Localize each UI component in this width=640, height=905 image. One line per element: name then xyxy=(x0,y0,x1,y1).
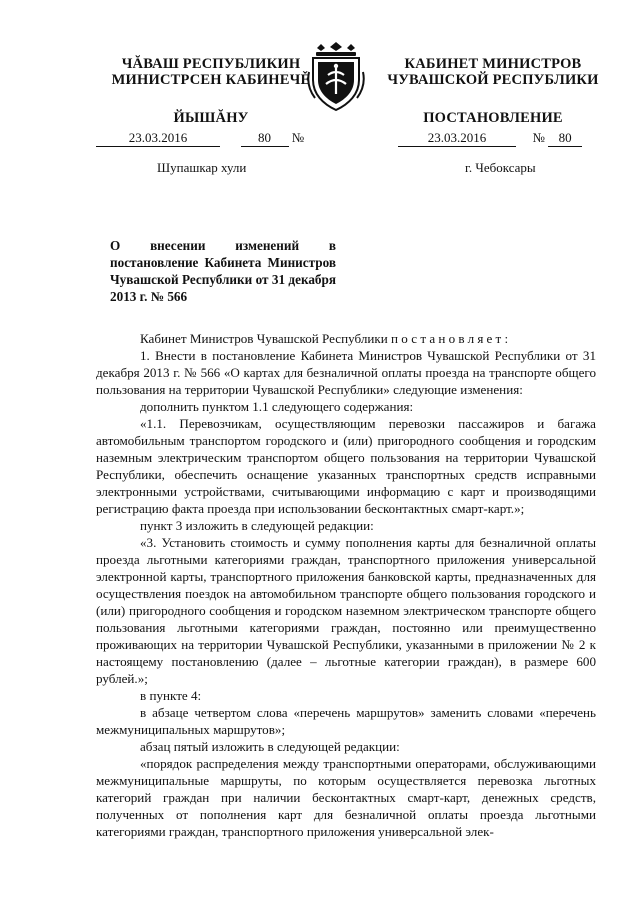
number-sign-left: № xyxy=(291,130,305,145)
header-right-doc-type: ПОСТАНОВЛЕНИЕ xyxy=(423,110,563,126)
place-chuvash: Шупашкар хули xyxy=(157,160,247,175)
doc-number-right: 80 xyxy=(548,130,582,147)
body-paragraph: пункт 3 изложить в следующей редакции: xyxy=(140,518,374,533)
header-left-line1: ЧĂВАШ РЕСПУБЛИКИН xyxy=(121,56,301,72)
body-paragraph: дополнить пунктом 1.1 следующего содержания: xyxy=(140,399,414,414)
intro-paragraph xyxy=(96,330,596,347)
intro-verb: постановляет: xyxy=(391,331,512,346)
body-paragraph: «3. Установить стоимость и сумму пополнения карты для безналичной оплаты проезда льготными категориями граждан, транспортного приложения универсальной электронной карты, транспортного приложения банковской карты, предназначенных для осуществления поездок на автомобильном транспорте общего пользования городского и (или) пригородного сообщения и городском наземном электрическом транспорте общего пользования льготными категориями граждан, постоянно или преимущественно проживающих на территории Чувашской Республики, указанными в приложении № 2 к настоящему постановлению (далее – льготные категории граждан), в размере 600 рублей.»; xyxy=(96,535,596,686)
header-left-doc-type: ЙЫШĂНУ xyxy=(173,110,249,126)
intro-lead: Кабинет Министров Чувашской Республики xyxy=(140,331,388,346)
header-left-chuvash xyxy=(96,56,326,126)
doc-number-left: 80 xyxy=(241,130,289,147)
body-paragraph: в абзаце четвертом слова «перечень маршрутов» заменить словами «перечень межмуниципальных маршрутов»; xyxy=(96,705,596,737)
doc-number-line-left xyxy=(96,130,328,147)
coat-of-arms-emblem xyxy=(305,42,367,112)
place-russian: г. Чебоксары xyxy=(465,160,536,175)
header-right-line1: КАБИНЕТ МИНИСТРОВ xyxy=(404,56,582,72)
header-right-russian xyxy=(373,56,613,126)
header-left-line2: МИНИСТРСЕН КАБИНЕЧĚ xyxy=(111,72,311,88)
doc-date-right: 23.03.2016 xyxy=(398,130,516,147)
body-paragraph: в пункте 4: xyxy=(140,688,202,703)
body-paragraph: «1.1. Перевозчикам, осуществляющим перевозки пассажиров и багажа автомобильным транспортом городского и (или) пригородного сообщения и городским наземным электрическим транспортом общего пользования на территории Чувашской Республики, обеспечить оснащение указанных транспортных средств исправными электронными устройствами, считывающими информацию с карт и производящими регистрацию факта проезда при использовании бесконтактных смарт-карт.»; xyxy=(96,416,596,516)
doc-date-left: 23.03.2016 xyxy=(96,130,220,147)
body-paragraph: «порядок распределения между транспортными операторами, обслуживающими межмуниципальные маршруты, по которым осуществляется перевозка льготных категорий граждан при наличии бесконтактных смарт-карт, денежных средств, полученных от пополнения карт для безналичной оплаты проезда льготными категориями граждан, транспортного приложения универсальной элек- xyxy=(96,756,596,839)
document-subject: О внесении изменений в постановление Кабинета Министров Чувашской Республики от 31 декабря 2013 г. № 566 xyxy=(110,238,336,304)
body-paragraph: абзац пятый изложить в следующей редакции: xyxy=(140,739,400,754)
doc-number-line-right xyxy=(398,130,598,147)
document-body xyxy=(96,330,596,840)
header-right-line2: ЧУВАШСКОЙ РЕСПУБЛИКИ xyxy=(387,72,599,88)
number-sign-right: № xyxy=(532,130,545,145)
body-paragraph: 1. Внести в постановление Кабинета Министров Чувашской Республики от 31 декабря 2013 г. № 566 «О картах для безналичной оплаты проезда на транспорте общего пользования на территории Чувашской Республики» следующие изменения: xyxy=(96,348,596,397)
